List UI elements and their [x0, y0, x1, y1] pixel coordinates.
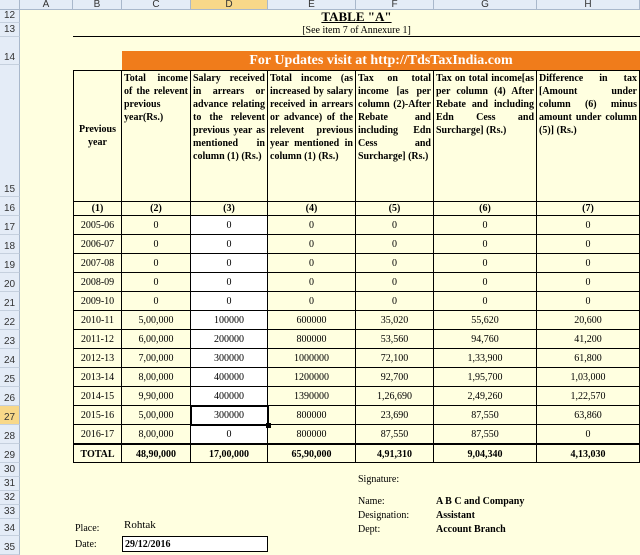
cell-tax-col2[interactable]: 0: [356, 235, 434, 254]
designation-label: Designation:: [358, 510, 410, 521]
column-header-h[interactable]: H: [537, 0, 640, 10]
row-header[interactable]: 24: [0, 349, 20, 368]
cell-tax-col4[interactable]: 0: [434, 292, 537, 311]
col-number[interactable]: (5): [356, 202, 434, 216]
cell-tax-difference[interactable]: 0: [537, 273, 640, 292]
cell-tax-difference[interactable]: 1,03,000: [537, 368, 640, 387]
cell-year[interactable]: 2014-15: [73, 387, 122, 406]
column-header-g[interactable]: G: [434, 0, 537, 10]
row-header[interactable]: 20: [0, 273, 20, 292]
cell-total-income[interactable]: 0: [122, 235, 191, 254]
header-total-income[interactable]: Total income of the relevent previous year(Rs.): [122, 70, 191, 202]
table-subtitle[interactable]: [See item 7 of Annexure 1]: [302, 25, 411, 36]
header-previous-year[interactable]: [73, 70, 122, 202]
updates-banner[interactable]: For Updates visit at http://TdsTaxIndia.com: [122, 51, 640, 70]
row-header[interactable]: 23: [0, 330, 20, 349]
cell-salary-arrears[interactable]: 400000: [191, 387, 268, 406]
cell-increased-income[interactable]: 800000: [268, 425, 356, 444]
cell-tax-col4[interactable]: 0: [434, 216, 537, 235]
cell-salary-arrears[interactable]: 300000: [191, 406, 268, 425]
date-input[interactable]: 29/12/2016: [122, 536, 268, 552]
header-tax-column-4[interactable]: Tax on total income[as per column (4) After Rebate and including Edn Cess and Surcharge] (Rs.): [434, 70, 537, 202]
cell-year[interactable]: 2007-08: [73, 254, 122, 273]
date-label: Date:: [75, 539, 97, 550]
cell-salary-arrears[interactable]: 0: [191, 235, 268, 254]
cell-salary-arrears[interactable]: 0: [191, 254, 268, 273]
row-header[interactable]: 15: [0, 65, 20, 197]
column-header-c[interactable]: C: [122, 0, 191, 10]
cell-year[interactable]: 2013-14: [73, 368, 122, 387]
cell-total-income[interactable]: 7,00,000: [122, 349, 191, 368]
cell-tax-col4[interactable]: 0: [434, 273, 537, 292]
cell-salary-arrears[interactable]: 100000: [191, 311, 268, 330]
cell-salary-arrears[interactable]: 0: [191, 216, 268, 235]
cell-salary-arrears[interactable]: 0: [191, 273, 268, 292]
col-number[interactable]: (4): [268, 202, 356, 216]
row-header[interactable]: 27: [0, 406, 20, 425]
row-header[interactable]: 22: [0, 311, 20, 330]
designation-value[interactable]: Assistant: [436, 510, 475, 521]
cell-total-income[interactable]: 8,00,000: [122, 425, 191, 444]
cell-increased-income[interactable]: 0: [268, 254, 356, 273]
cell-total-income[interactable]: 5,00,000: [122, 311, 191, 330]
row-header[interactable]: 25: [0, 368, 20, 387]
cell-total-income[interactable]: 9,90,000: [122, 387, 191, 406]
row-header[interactable]: 16: [0, 197, 20, 216]
row-header[interactable]: 19: [0, 254, 20, 273]
column-header-e[interactable]: E: [268, 0, 356, 10]
cell-salary-arrears[interactable]: 300000: [191, 349, 268, 368]
cell-year[interactable]: 2015-16: [73, 406, 122, 425]
active-cell-selection[interactable]: [190, 405, 269, 426]
column-header-f[interactable]: F: [356, 0, 434, 10]
cell-tax-col4[interactable]: 0: [434, 235, 537, 254]
cell-tax-col4[interactable]: 55,620: [434, 311, 537, 330]
dept-label: Dept:: [358, 524, 381, 535]
cell-tax-difference[interactable]: 1,22,570: [537, 387, 640, 406]
cell-total-income[interactable]: 0: [122, 292, 191, 311]
cell-tax-col2[interactable]: 53,560: [356, 330, 434, 349]
total-cell[interactable]: 4,13,030: [537, 444, 640, 463]
row-header[interactable]: 17: [0, 216, 20, 235]
cell-tax-difference[interactable]: 0: [537, 292, 640, 311]
name-value[interactable]: A B C and Company: [436, 496, 525, 507]
cell-tax-col2[interactable]: 0: [356, 273, 434, 292]
cell-tax-difference[interactable]: 0: [537, 254, 640, 273]
row-header[interactable]: 28: [0, 425, 20, 444]
cell-increased-income[interactable]: 1390000: [268, 387, 356, 406]
cell-total-income[interactable]: 0: [122, 254, 191, 273]
total-cell[interactable]: 65,90,000: [268, 444, 356, 463]
table-box-top: [73, 36, 640, 37]
row-header[interactable]: 26: [0, 387, 20, 406]
cell-salary-arrears[interactable]: 0: [191, 292, 268, 311]
col-number[interactable]: (1): [73, 202, 122, 216]
row-header[interactable]: 35: [0, 536, 20, 555]
cell-tax-col2[interactable]: 0: [356, 254, 434, 273]
cell-tax-col4[interactable]: 87,550: [434, 406, 537, 425]
signature-label: Signature:: [358, 474, 400, 485]
cell-total-income[interactable]: 5,00,000: [122, 406, 191, 425]
dept-value[interactable]: Account Branch: [436, 524, 506, 535]
row-header[interactable]: 18: [0, 235, 20, 254]
row-header[interactable]: 33: [0, 505, 20, 519]
column-header-b[interactable]: B: [73, 0, 122, 10]
cell-year[interactable]: 2012-13: [73, 349, 122, 368]
header-total-income-increased[interactable]: Total income (as increased by salary received in arrears or advance) of the relevent previous year mentioned in column (1) (Rs.): [268, 70, 356, 202]
cell-tax-col4[interactable]: 94,760: [434, 330, 537, 349]
cell-increased-income[interactable]: 1200000: [268, 368, 356, 387]
cell-year[interactable]: 2010-11: [73, 311, 122, 330]
cell-tax-col2[interactable]: 1,26,690: [356, 387, 434, 406]
cell-tax-col2[interactable]: 35,020: [356, 311, 434, 330]
total-cell[interactable]: 48,90,000: [122, 444, 191, 463]
cell-tax-col2[interactable]: 72,100: [356, 349, 434, 368]
total-cell[interactable]: 17,00,000: [191, 444, 268, 463]
cell-year[interactable]: 2009-10: [73, 292, 122, 311]
place-value[interactable]: Rohtak: [124, 519, 156, 531]
row-header[interactable]: 32: [0, 491, 20, 505]
cell-increased-income[interactable]: 0: [268, 292, 356, 311]
col-number[interactable]: (2): [122, 202, 191, 216]
column-header-d[interactable]: D: [191, 0, 268, 10]
row-header[interactable]: 12: [0, 10, 20, 23]
cell-tax-difference[interactable]: 63,860: [537, 406, 640, 425]
row-header[interactable]: 21: [0, 292, 20, 311]
cell-tax-col4[interactable]: 87,550: [434, 425, 537, 444]
header-salary-arrears[interactable]: Salary received in arrears or advance relating to the relevent previous year as mentioned in column (1) (Rs.): [191, 70, 268, 202]
cell-year[interactable]: 2005-06: [73, 216, 122, 235]
cell-year[interactable]: 2008-09: [73, 273, 122, 292]
cell-tax-col4[interactable]: 2,49,260: [434, 387, 537, 406]
col-number[interactable]: (7): [537, 202, 640, 216]
cell-tax-col2[interactable]: 87,550: [356, 425, 434, 444]
cell-total-income[interactable]: 0: [122, 273, 191, 292]
row-header[interactable]: 29: [0, 444, 20, 463]
select-all-corner[interactable]: [0, 0, 20, 10]
cell-tax-col2[interactable]: 23,690: [356, 406, 434, 425]
cell-tax-difference[interactable]: 0: [537, 235, 640, 254]
cell-salary-arrears[interactable]: 200000: [191, 330, 268, 349]
col-number[interactable]: (6): [434, 202, 537, 216]
col-number[interactable]: (3): [191, 202, 268, 216]
cell-salary-arrears[interactable]: 0: [191, 425, 268, 444]
header-tax-column-2[interactable]: Tax on total income [as per column (2)-After Rebate and including Edn Cess and Surcharge] (Rs.): [356, 70, 434, 202]
cell-increased-income[interactable]: 800000: [268, 406, 356, 425]
cell-salary-arrears[interactable]: 400000: [191, 368, 268, 387]
row-header[interactable]: 14: [0, 37, 20, 65]
total-cell[interactable]: 9,04,340: [434, 444, 537, 463]
cell-tax-difference[interactable]: 0: [537, 425, 640, 444]
cell-tax-col4[interactable]: 1,95,700: [434, 368, 537, 387]
cell-tax-difference[interactable]: 61,800: [537, 349, 640, 368]
column-header-a[interactable]: A: [20, 0, 73, 10]
header-difference-in-tax[interactable]: Difference in tax [Amount under column (6) minus amount under column (5)] (Rs.): [537, 70, 640, 202]
header-previous-year-label: Previous year: [78, 124, 117, 148]
total-label[interactable]: TOTAL: [73, 444, 122, 463]
cell-increased-income[interactable]: 0: [268, 235, 356, 254]
table-title[interactable]: TABLE "A": [321, 9, 392, 24]
row-header[interactable]: 31: [0, 477, 20, 491]
cell-tax-difference[interactable]: 41,200: [537, 330, 640, 349]
cell-year[interactable]: 2011-12: [73, 330, 122, 349]
cell-tax-col2[interactable]: 0: [356, 292, 434, 311]
cell-year[interactable]: 2016-17: [73, 425, 122, 444]
cell-tax-col4[interactable]: 1,33,900: [434, 349, 537, 368]
cell-increased-income[interactable]: 800000: [268, 330, 356, 349]
cell-tax-difference[interactable]: 0: [537, 216, 640, 235]
total-cell[interactable]: 4,91,310: [356, 444, 434, 463]
cell-increased-income[interactable]: 0: [268, 216, 356, 235]
name-label: Name:: [358, 496, 385, 507]
cell-tax-col2[interactable]: 92,700: [356, 368, 434, 387]
cell-total-income[interactable]: 0: [122, 216, 191, 235]
cell-increased-income[interactable]: 600000: [268, 311, 356, 330]
row-header[interactable]: 34: [0, 519, 20, 536]
cell-tax-col2[interactable]: 0: [356, 216, 434, 235]
row-header[interactable]: 13: [0, 23, 20, 37]
cell-total-income[interactable]: 8,00,000: [122, 368, 191, 387]
cell-year[interactable]: 2006-07: [73, 235, 122, 254]
fill-handle[interactable]: [266, 423, 271, 428]
cell-total-income[interactable]: 6,00,000: [122, 330, 191, 349]
cell-increased-income[interactable]: 1000000: [268, 349, 356, 368]
cell-increased-income[interactable]: 0: [268, 273, 356, 292]
cell-tax-difference[interactable]: 20,600: [537, 311, 640, 330]
row-header[interactable]: 30: [0, 463, 20, 477]
cell-tax-col4[interactable]: 0: [434, 254, 537, 273]
place-label: Place:: [75, 523, 100, 534]
